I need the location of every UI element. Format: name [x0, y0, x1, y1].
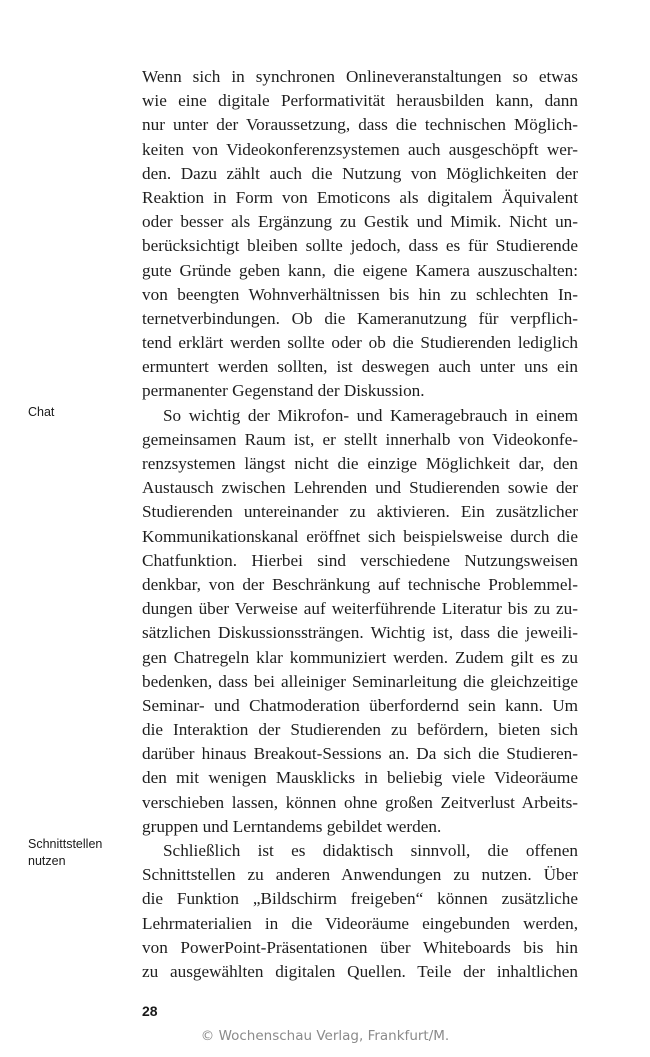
text-line: nur unter der Voraussetzung, dass die technischen Möglich- [142, 115, 578, 135]
text-line: tend erklärt werden sollte oder ob die Studierenden lediglich [142, 333, 578, 353]
copyright-notice: © Wochenschau Verlag, Frankfurt/M. [200, 1028, 450, 1044]
text-line: gen Chatregeln klar kommuniziert werden. Zudem gilt es zu [142, 647, 578, 667]
text-line: bedenken, dass bei alleiniger Seminarleitung die gleichzeitige [142, 671, 578, 691]
text-line: gemeinsamen Raum ist, er stellt innerhalb von Videokonfe- [142, 429, 578, 449]
text-line: So wichtig der Mikrofon- und Kameragebrauch in einem [163, 405, 578, 425]
text-line: ternetverbindungen. Ob die Kameranutzung für verpflich- [142, 308, 578, 328]
text-line: Schnittstellen zu anderen Anwendungen zu nutzen. Über [142, 865, 578, 885]
text-line: Seminar- und Chatmoderation überfordernd sein kann. Um [142, 695, 578, 715]
text-line: Studierenden untereinander zu aktivieren. Ein zusätzlicher [142, 502, 578, 522]
text-line: berücksichtigt bleiben sollte jedoch, dass es für Studierende [142, 236, 578, 256]
margin-note-chat [28, 404, 54, 421]
text-line: Lehrmaterialien in die Videoräume eingebunden werden, [142, 913, 578, 933]
text-line: Wenn sich in synchronen Onlineveranstaltungen so etwas [142, 67, 578, 86]
text-line: ermuntert werden sollten, ist deswegen auch unter uns ein [142, 357, 578, 377]
text-line: den mit wenigen Mausklicks in beliebig viele Videoräume [142, 768, 578, 788]
text-line: Reaktion in Form von Emoticons als digitalem Äquivalent [142, 187, 578, 207]
margin-note-label: Schnittstellen [28, 837, 103, 851]
body-text [142, 65, 578, 984]
margin-note-label: Chat [28, 405, 55, 419]
text-line: verschieben lassen, können ohne großen Zeitverlust Arbeits- [142, 792, 578, 812]
text-line: Austausch zwischen Lehrenden und Studierenden sowie der [142, 478, 578, 498]
text-line: den. Dazu zählt auch die Nutzung von Möglichkeiten der [142, 163, 578, 183]
text-line: dungen über Verweise auf weiterführende Literatur bis zu zu- [142, 599, 578, 619]
text-line: Schließlich ist es didaktisch sinnvoll, die offenen [163, 841, 578, 860]
text-line: gute Gründe geben kann, die eigene Kamera auszuschalten: [142, 260, 578, 280]
text-line: permanenter Gegenstand der Diskussion. [142, 381, 425, 401]
text-line: oder besser als Ergänzung zu Gestik und Mimik. Nicht un- [142, 212, 578, 232]
margin-note-label: nutzen [28, 854, 66, 868]
text-line: von PowerPoint-Präsentationen über Whiteboards bis hin [142, 937, 578, 957]
text-line: darüber hinaus Breakout-Sessions an. Da sich die Studieren- [142, 744, 578, 764]
text-line: wie eine digitale Performativität herausbilden kann, dann [142, 91, 578, 111]
margin-note-schnittstellen [28, 836, 102, 870]
text-line: von beengten Wohnverhältnissen bis hin zu schlechten In- [142, 284, 578, 304]
text-line: gruppen und Lerntandems gebildet werden. [142, 816, 442, 836]
text-line: denkbar, von der Beschränkung auf technische Problemmel- [142, 574, 578, 594]
text-line: Chatfunktion. Hierbei sind verschiedene Nutzungsweisen [142, 550, 578, 570]
text-line: renzsystemen längst nicht die einzige Möglichkeit dar, den [142, 454, 578, 473]
page-number: 28 [142, 1003, 158, 1019]
text-line: keiten von Videokonferenzsystemen auch ausgeschöpft wer- [142, 139, 578, 159]
text-line: Kommunikationskanal eröffnet sich beispielsweise durch die [142, 526, 578, 546]
text-line: die Interaktion der Studierenden zu befördern, bieten sich [142, 720, 578, 740]
text-line: zu ausgewählten digitalen Quellen. Teile der inhaltlichen [142, 961, 578, 981]
text-line: sätzlichen Diskussionssträngen. Wichtig ist, dass die jeweili- [142, 623, 578, 643]
text-line: die Funktion „Bildschirm freigeben“ können zusätzliche [142, 889, 578, 909]
